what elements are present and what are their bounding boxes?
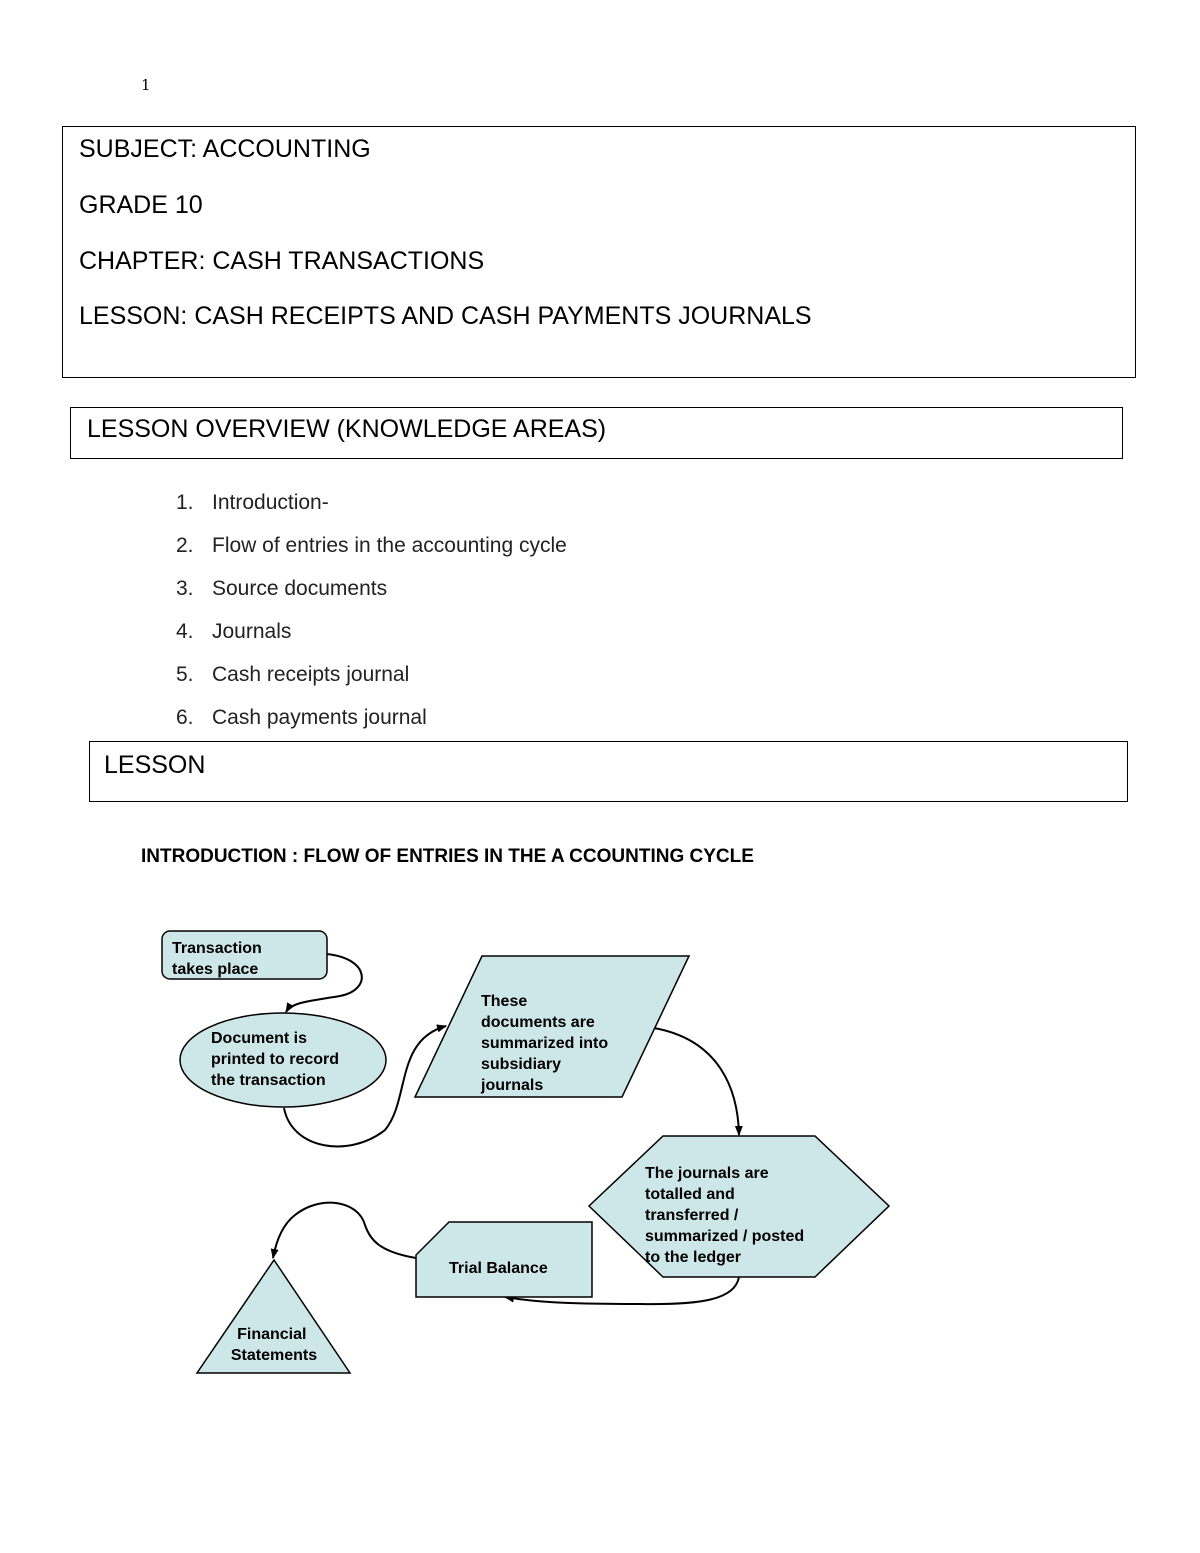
list-item-text: Flow of entries in the accounting cycle	[212, 534, 567, 557]
list-item-text: Journals	[212, 620, 292, 643]
node-financial-statements	[197, 1260, 350, 1373]
grade-line: GRADE 10	[79, 191, 203, 219]
node-financial-statements-text: Financial Statements	[230, 1326, 318, 1364]
list-item-text: Cash payments journal	[212, 706, 427, 729]
node-trial-balance-text: Trial Balance	[449, 1260, 548, 1277]
list-item-number: 1.	[176, 491, 194, 514]
subject-line: SUBJECT: ACCOUNTING	[79, 135, 371, 163]
node-summarized-text: These documents are summarized into subsidiary journals	[481, 993, 609, 1094]
list-item-text: Cash receipts journal	[212, 663, 410, 686]
node-transaction-text: Transaction takes place	[172, 940, 262, 978]
lesson-line: LESSON: CASH RECEIPTS AND CASH PAYMENTS JOURNALS	[79, 302, 812, 330]
page-number: 1	[141, 76, 151, 94]
list-item-number: 6.	[176, 706, 194, 729]
list-item-number: 2.	[176, 534, 194, 557]
node-document	[180, 1013, 386, 1107]
lesson-title: LESSON	[104, 751, 206, 779]
list-item-number: 5.	[176, 663, 194, 686]
chapter-line: CHAPTER: CASH TRANSACTIONS	[79, 247, 485, 275]
list-item-text: Source documents	[212, 577, 388, 600]
list-item-text: Introduction-	[212, 491, 329, 514]
node-journals	[589, 1136, 889, 1277]
lesson-overview-title: LESSON OVERVIEW (KNOWLEDGE AREAS)	[87, 415, 607, 443]
connector-arrow	[273, 1203, 416, 1258]
list-item-number: 4.	[176, 620, 194, 643]
node-journals-text: The journals are totalled and transferred / summarized / posted to the ledger	[645, 1165, 805, 1266]
node-summarized	[415, 956, 689, 1097]
list-item-number: 3.	[176, 577, 194, 600]
node-document-text: Document is printed to record the transaction	[211, 1030, 340, 1089]
node-trial-balance	[416, 1222, 592, 1297]
connector-arrow	[654, 1028, 739, 1135]
node-transaction	[162, 931, 327, 979]
section-heading: INTRODUCTION : FLOW OF ENTRIES IN THE A CCOUNTING CYCLE	[141, 846, 754, 867]
